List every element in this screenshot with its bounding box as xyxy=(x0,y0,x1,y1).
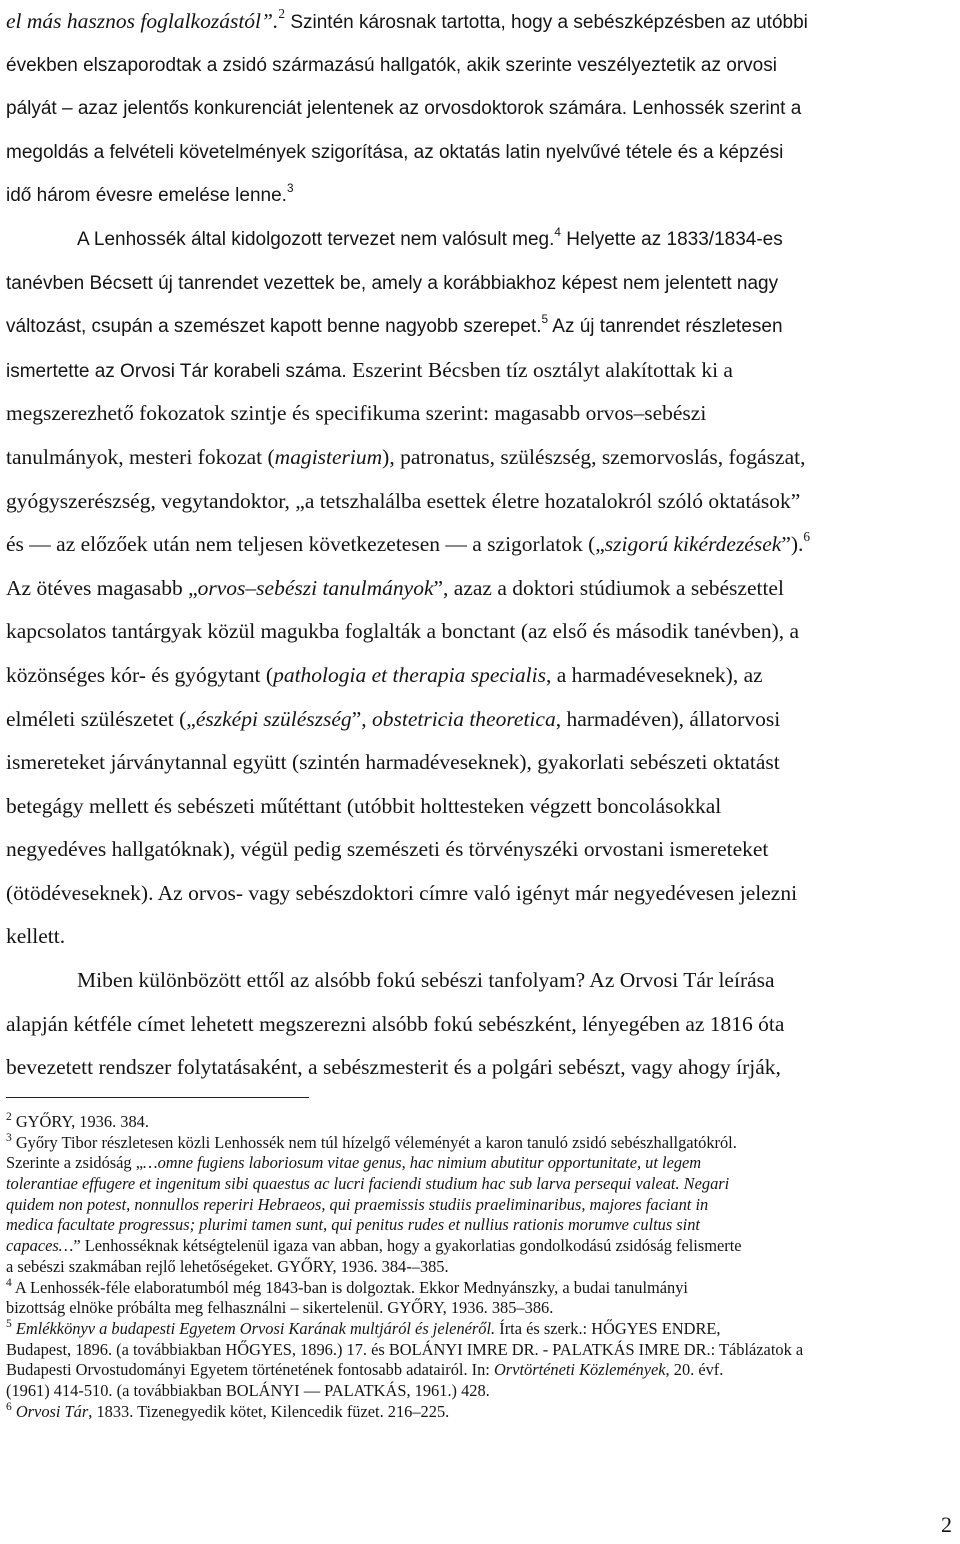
text-line: években elszaporodtak a zsidó származású hallgatók, akik szerinte veszélyeztetik az orvosi xyxy=(6,54,777,76)
text-run: ”). xyxy=(781,532,804,557)
text-line: megszerezhető fokozatok szintje és specifikuma szerint: magasabb orvos–sebészi xyxy=(6,401,707,426)
text-run: , 20. évf. xyxy=(665,1360,724,1380)
italic-phrase: orvos–sebészi tanulmányok xyxy=(197,575,434,600)
text-line: negyedéves hallgatóknak), végül pedig szemészeti és törvényszéki orvostani ismereteket xyxy=(6,837,769,862)
footnotes xyxy=(6,1112,954,1422)
text-line: betegágy mellett és sebészeti műtéttant (utóbbit holttesteken végzett boncolásokkal xyxy=(6,793,722,818)
text-run: ”, xyxy=(351,706,372,731)
text-line: Budapest, 1896. (a továbbiakban HŐGYES, 1896.) 17. és BOLÁNYI IMRE DR. - PALATKÁS IMRE DR.: Táblázatok a xyxy=(6,1339,804,1359)
text-line: kapcsolatos tantárgyak közül magukba foglalták a bonctant (az első és második tanévben), a xyxy=(6,619,800,644)
text-line xyxy=(6,1153,954,1174)
text-line xyxy=(6,305,954,349)
italic-phrase: quidem non potest, nonnullos reperiri Hebraeos, qui praemissis studiis praeliminaribus, majores faciant in xyxy=(6,1194,709,1214)
text-run: Helyette az 1833/1834-es xyxy=(560,228,783,250)
text-run: ), patronatus, szülészség, szemorvoslás, fogászat, xyxy=(382,444,806,469)
text-line: pályát – azaz jelentős konkurenciát jelentenek az orvosdoktorok számára. Lenhossék szerint a xyxy=(6,98,802,120)
text-run: , a harmadéveseknek), az xyxy=(545,662,763,687)
italic-phrase: el más hasznos foglalkozástól”. xyxy=(6,9,279,33)
footnote-number: 2 xyxy=(6,1111,12,1124)
text-line: Miben különbözött ettől az alsóbb fokú sebészi tanfolyam? Az Orvosi Tár leírása xyxy=(77,968,775,993)
text-run: Az ötéves magasabb „ xyxy=(6,575,198,600)
text-run: Győry Tibor részletesen közli Lenhossék nem túl hízelgő véleményét a karon tanuló zsidó sebészhallgatókról. xyxy=(11,1132,737,1152)
text-run: Írta és szerk.: HŐGYES ENDRE, xyxy=(495,1318,721,1338)
italic-phrase: capaces… xyxy=(6,1236,74,1256)
text-line xyxy=(6,523,954,567)
italic-phrase: Orvtörténeti Közlemények xyxy=(493,1360,666,1380)
italic-phrase: pathologia et therapia specialis xyxy=(273,662,546,687)
footnote-ref[interactable]: 5 xyxy=(541,313,549,327)
text-run: és ― az előzőek után nem teljesen következetesen ― a szigorlatok („ xyxy=(6,532,605,557)
footnote-6 xyxy=(6,1402,954,1423)
text-line: megoldás a felvételi követelmények szigorítása, az oktatás latin nyelvűvé tétele és a képzési xyxy=(6,141,784,163)
text-run: Szerinte a zsidóság „ xyxy=(6,1153,143,1173)
text-run: tanulmányok, mesteri fokozat ( xyxy=(6,444,275,469)
text-line xyxy=(6,1360,954,1381)
text-line: ismereteket járványtannal együtt (szintén harmadéveseknek), gyakorlati sebészeti oktatást xyxy=(6,750,780,775)
footnote-5 xyxy=(6,1319,954,1340)
text-line xyxy=(6,1195,954,1216)
footnote-number: 3 xyxy=(6,1131,12,1144)
text-line: bevezetett rendszer folytatásaként, a sebészmesterit és a polgári sebészt, vagy ahogy írják, xyxy=(6,1055,781,1080)
text-line xyxy=(6,1174,954,1195)
text-line xyxy=(6,218,954,262)
page-number: 2 xyxy=(941,1512,952,1537)
italic-phrase: Emlékkönyv a budapesti Egyetem Orvosi Karának multjáról és jelenéről. xyxy=(15,1318,496,1338)
text-run: Az új tanrendet részletesen xyxy=(548,316,783,338)
text-line xyxy=(6,698,954,742)
text-run: , harmadéven), állatorvosi xyxy=(555,706,781,731)
footnote-4 xyxy=(6,1278,954,1299)
footnote-ref[interactable]: 4 xyxy=(554,226,561,240)
italic-phrase: észképi szülészség xyxy=(195,706,352,731)
italic-phrase: …omne fugiens laboriosum vitae genus, hac nimium abutitur opportunitate, ut legem xyxy=(143,1153,702,1173)
text-run: , 1833. Tizenegyedik kötet, Kilencedik füzet. 216–225. xyxy=(88,1401,450,1421)
footnote-3 xyxy=(6,1133,954,1154)
text-line: (ötödéveseknek). Az orvos- vagy sebészdoktori címre való igényt már negyedévesen jelezni xyxy=(6,880,798,905)
footnote-number: 6 xyxy=(6,1400,12,1413)
text-run: A Lenhossék által kidolgozott tervezet nem valósult meg. xyxy=(77,228,555,250)
text-run: változást, csupán a szemészet kapott benne nagyobb szerepet. xyxy=(6,316,542,338)
text-line: bizottság elnöke próbálta meg felhasználni – sikertelenül. GYŐRY, 1936. 385–386. xyxy=(6,1298,554,1318)
text-run: Budapesti Orvostudományi Egyetem történetének fontosabb adatairól. In: xyxy=(6,1360,494,1380)
text-run: ” Lenhosséknak kétségtelenül igaza van abban, hogy a gyakorlatias gondolkodású zsidóság felismerte xyxy=(73,1236,742,1256)
italic-phrase: tolerantiae effugere et ingenitum sibi quaestus ac lucri faciendi studium hac sub larva persequi valeat. Negari xyxy=(6,1174,730,1194)
text-run: Szintén károsnak tartotta, hogy a sebészképzésben az utóbbi xyxy=(285,12,808,33)
text-run: idő három évesre emelése lenne. xyxy=(6,185,287,207)
text-line xyxy=(6,1215,954,1236)
text-run: elméleti szülészetet („ xyxy=(6,706,196,731)
footnote-ref[interactable]: 2 xyxy=(278,6,286,22)
body-text xyxy=(6,0,954,1090)
text-run: ”, azaz a doktori stúdiumok a sebészettel xyxy=(433,575,784,600)
text-line: kellett. xyxy=(6,924,66,949)
text-line xyxy=(6,1236,954,1257)
text-line xyxy=(6,0,954,44)
italic-phrase: szigorú kikérdezések xyxy=(604,532,782,557)
footnote-number: 4 xyxy=(6,1276,12,1289)
text-line xyxy=(6,567,954,611)
footnote-ref[interactable]: 3 xyxy=(286,182,294,196)
text-line xyxy=(6,174,954,218)
text-line xyxy=(6,349,954,393)
text-line: gyógyszerészség, vegytandoktor, „a tetszhalálba esettek életre hozatalokról szóló oktatások” xyxy=(6,488,801,513)
text-line: a sebészi szakmában rejlő lehetőségeket. GYŐRY, 1936. 384-–385. xyxy=(6,1256,449,1276)
footnote-separator xyxy=(6,1097,309,1098)
text-run: közönséges kór- és gyógytant ( xyxy=(6,662,274,687)
text-line: tanévben Bécsett új tanrendet vezettek be, amely a korábbiakhoz képest nem jelentett nagy xyxy=(6,272,779,294)
text-run: Eszerint Bécsben tíz osztályt alakítottak ki a xyxy=(346,357,733,382)
footnote-number: 5 xyxy=(6,1318,12,1330)
footnote-2 xyxy=(6,1112,954,1133)
footnote-ref[interactable]: 6 xyxy=(803,529,811,545)
text-run: A Lenhossék-féle elaboratumból még 1843-ban is dolgoztak. Ekkor Mednyánszky, a budai tanulmányi xyxy=(11,1277,688,1297)
italic-phrase: magisterium xyxy=(274,444,383,469)
text-line: alapján kétféle címet lehetett megszerezni alsóbb fokú sebészként, lényegében az 1816 óta xyxy=(6,1011,785,1036)
italic-phrase: obstetricia theoretica xyxy=(371,706,556,731)
text-line: (1961) 414-510. (a továbbiakban BOLÁNYI ― PALATKÁS, 1961.) 428. xyxy=(6,1380,490,1400)
italic-phrase: Orvosi Tár xyxy=(15,1401,89,1421)
text-run: ismertette az Orvosi Tár korabeli száma. xyxy=(6,360,347,382)
text-run: GYŐRY, 1936. 384. xyxy=(11,1112,149,1131)
text-line xyxy=(6,436,954,480)
italic-phrase: medica facultate progressus; plurimi tamen sunt, qui penitus rudes et nullius rationis morumve cultus sint xyxy=(6,1215,700,1235)
text-line xyxy=(6,654,954,698)
